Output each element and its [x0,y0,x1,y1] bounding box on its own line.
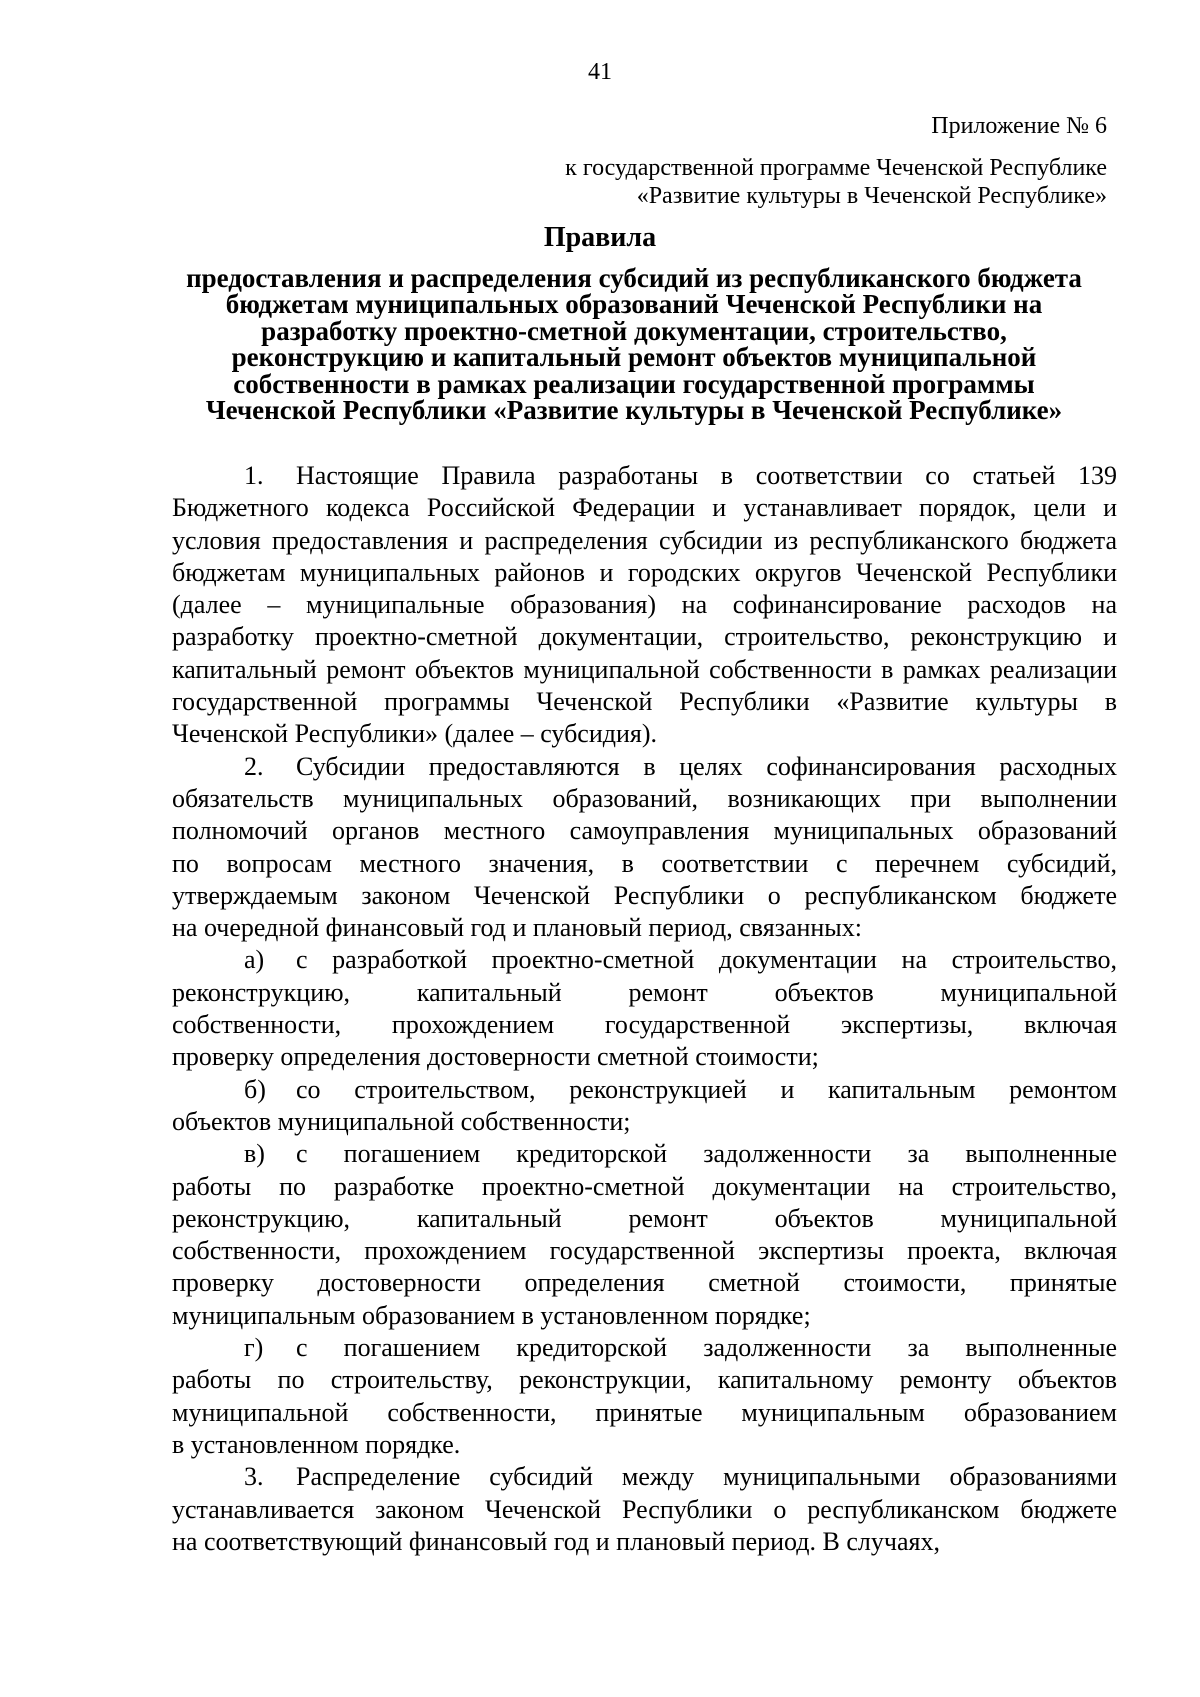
paragraph-first-line [172,1332,1117,1364]
paragraph [172,944,1117,1073]
subtitle-line: собственности в рамках реализации государственной программы [233,368,1035,399]
paragraph [172,460,1117,751]
appendix-number: Приложение № 6 [931,113,1107,139]
paragraph-text: Субсидии предоставляются в целях софинансирования расходных [296,751,1117,781]
paragraph [172,1332,1117,1461]
paragraph-line: в установленном порядке. [172,1429,461,1459]
paragraph-line: утверждаемым законом Чеченской Республики о республиканском бюджете [172,880,1117,910]
paragraph-first-line [172,944,1117,976]
document-title: Правила [543,222,657,253]
paragraph-line: Бюджетного кодекса Российской Федерации и устанавливает порядок, цели и [172,493,1117,523]
paragraph-first-line [172,1461,1117,1493]
paragraph-line: разработку проектно-сметной документации, строительство, реконструкцию и [172,622,1117,652]
paragraph-first-line [172,1138,1117,1170]
paragraph [172,1138,1117,1332]
paragraph-first-line [172,1074,1117,1106]
paragraph-marker: г) [244,1333,264,1363]
paragraph-text: с погашением кредиторской задолженности за выполненные [296,1139,1117,1169]
appendix-spacer [565,140,1107,154]
paragraph-line: обязательств муниципальных образований, возникающих при выполнении [172,783,1117,813]
paragraph-marker: а) [244,945,265,975]
paragraph-line: бюджетам муниципальных районов и городских округов Чеченской Республики [172,557,1117,587]
paragraph-line: реконструкцию, капитальный ремонт объектов муниципальной [172,1203,1117,1233]
paragraph-line: реконструкцию, капитальный ремонт объектов муниципальной [172,977,1117,1007]
paragraph-text: со строительством, реконструкцией и капитальным ремонтом [296,1074,1117,1104]
paragraph-line: по вопросам местного значения, в соответствии с перечнем субсидий, [172,848,1117,878]
paragraph-first-line [172,751,1117,783]
paragraph-text: Настоящие Правила разработаны в соответствии со статьей 139 [296,461,1117,490]
page-number: 41 [588,59,612,85]
appendix-program-name: «Развитие культуры в Чеченской Республике» [636,183,1107,209]
subtitle-line: разработку проектно-сметной документации, строительство, [261,315,1007,346]
paragraph-line: на соответствующий финансовый год и плановый период. В случаях, [172,1526,940,1556]
paragraph-line: муниципальной собственности, принятые муниципальным образованием [172,1397,1117,1427]
paragraph-line: проверку достоверности определения сметной стоимости, принятые [172,1268,1117,1298]
paragraph-marker: 3. [244,1462,264,1492]
paragraph-line: устанавливается законом Чеченской Республики о республиканском бюджете [172,1494,1117,1524]
subtitle-line: предоставления и распределения субсидий из республиканского бюджета [186,263,1082,293]
document-subtitle [160,263,1108,426]
paragraph [172,1461,1117,1558]
paragraph-line: на очередной финансовый год и плановый период, связанных: [172,913,863,943]
paragraph [172,751,1117,945]
appendix-program: к государственной программе Чеченской Республике [565,155,1107,181]
paragraph-line: Чеченской Республики» (далее – субсидия). [172,719,658,749]
paragraph-line: проверку определения достоверности сметной стоимости; [172,1042,819,1072]
subtitle-line: Чеченской Республики «Развитие культуры в Чеченской Республике» [205,395,1063,426]
paragraph-marker: 2. [244,751,264,781]
paragraph-line: работы по разработке проектно-сметной документации на строительство, [172,1171,1117,1201]
subtitle-line: бюджетам муниципальных образований Чеченской Республики на [225,289,1043,320]
paragraph-line: работы по строительству, реконструкции, капитальному ремонту объектов [172,1365,1117,1395]
subtitle-line: реконструкцию и капитальный ремонт объектов муниципальной [231,342,1037,373]
paragraph-line: полномочий органов местного самоуправления муниципальных образований [172,816,1117,846]
paragraph-marker: 1. [244,461,264,490]
paragraph-line: (далее – муниципальные образования) на софинансирование расходов на [172,590,1117,620]
paragraph [172,1074,1117,1139]
paragraph-text: Распределение субсидий между муниципальными образованиями [296,1462,1117,1492]
paragraph-first-line [172,460,1117,492]
paragraph-line: собственности, прохождением государственной экспертизы проекта, включая [172,1236,1117,1266]
paragraph-line: собственности, прохождением государственной экспертизы, включая [172,1010,1117,1040]
paragraph-line: условия предоставления и распределения субсидии из республиканского бюджета [172,525,1117,555]
paragraph-line: объектов муниципальной собственности; [172,1106,631,1136]
paragraph-text: с разработкой проектно-сметной документации на строительство, [296,945,1117,975]
paragraph-text: с погашением кредиторской задолженности за выполненные [296,1333,1117,1363]
paragraph-marker: б) [244,1074,266,1104]
appendix-reference [565,112,1107,210]
document-body [172,460,1117,1558]
paragraph-line: государственной программы Чеченской Республики «Развитие культуры в [172,687,1117,717]
paragraph-marker: в) [244,1139,265,1169]
paragraph-line: капитальный ремонт объектов муниципальной собственности в рамках реализации [172,654,1117,684]
paragraph-line: муниципальным образованием в установленном порядке; [172,1300,811,1330]
